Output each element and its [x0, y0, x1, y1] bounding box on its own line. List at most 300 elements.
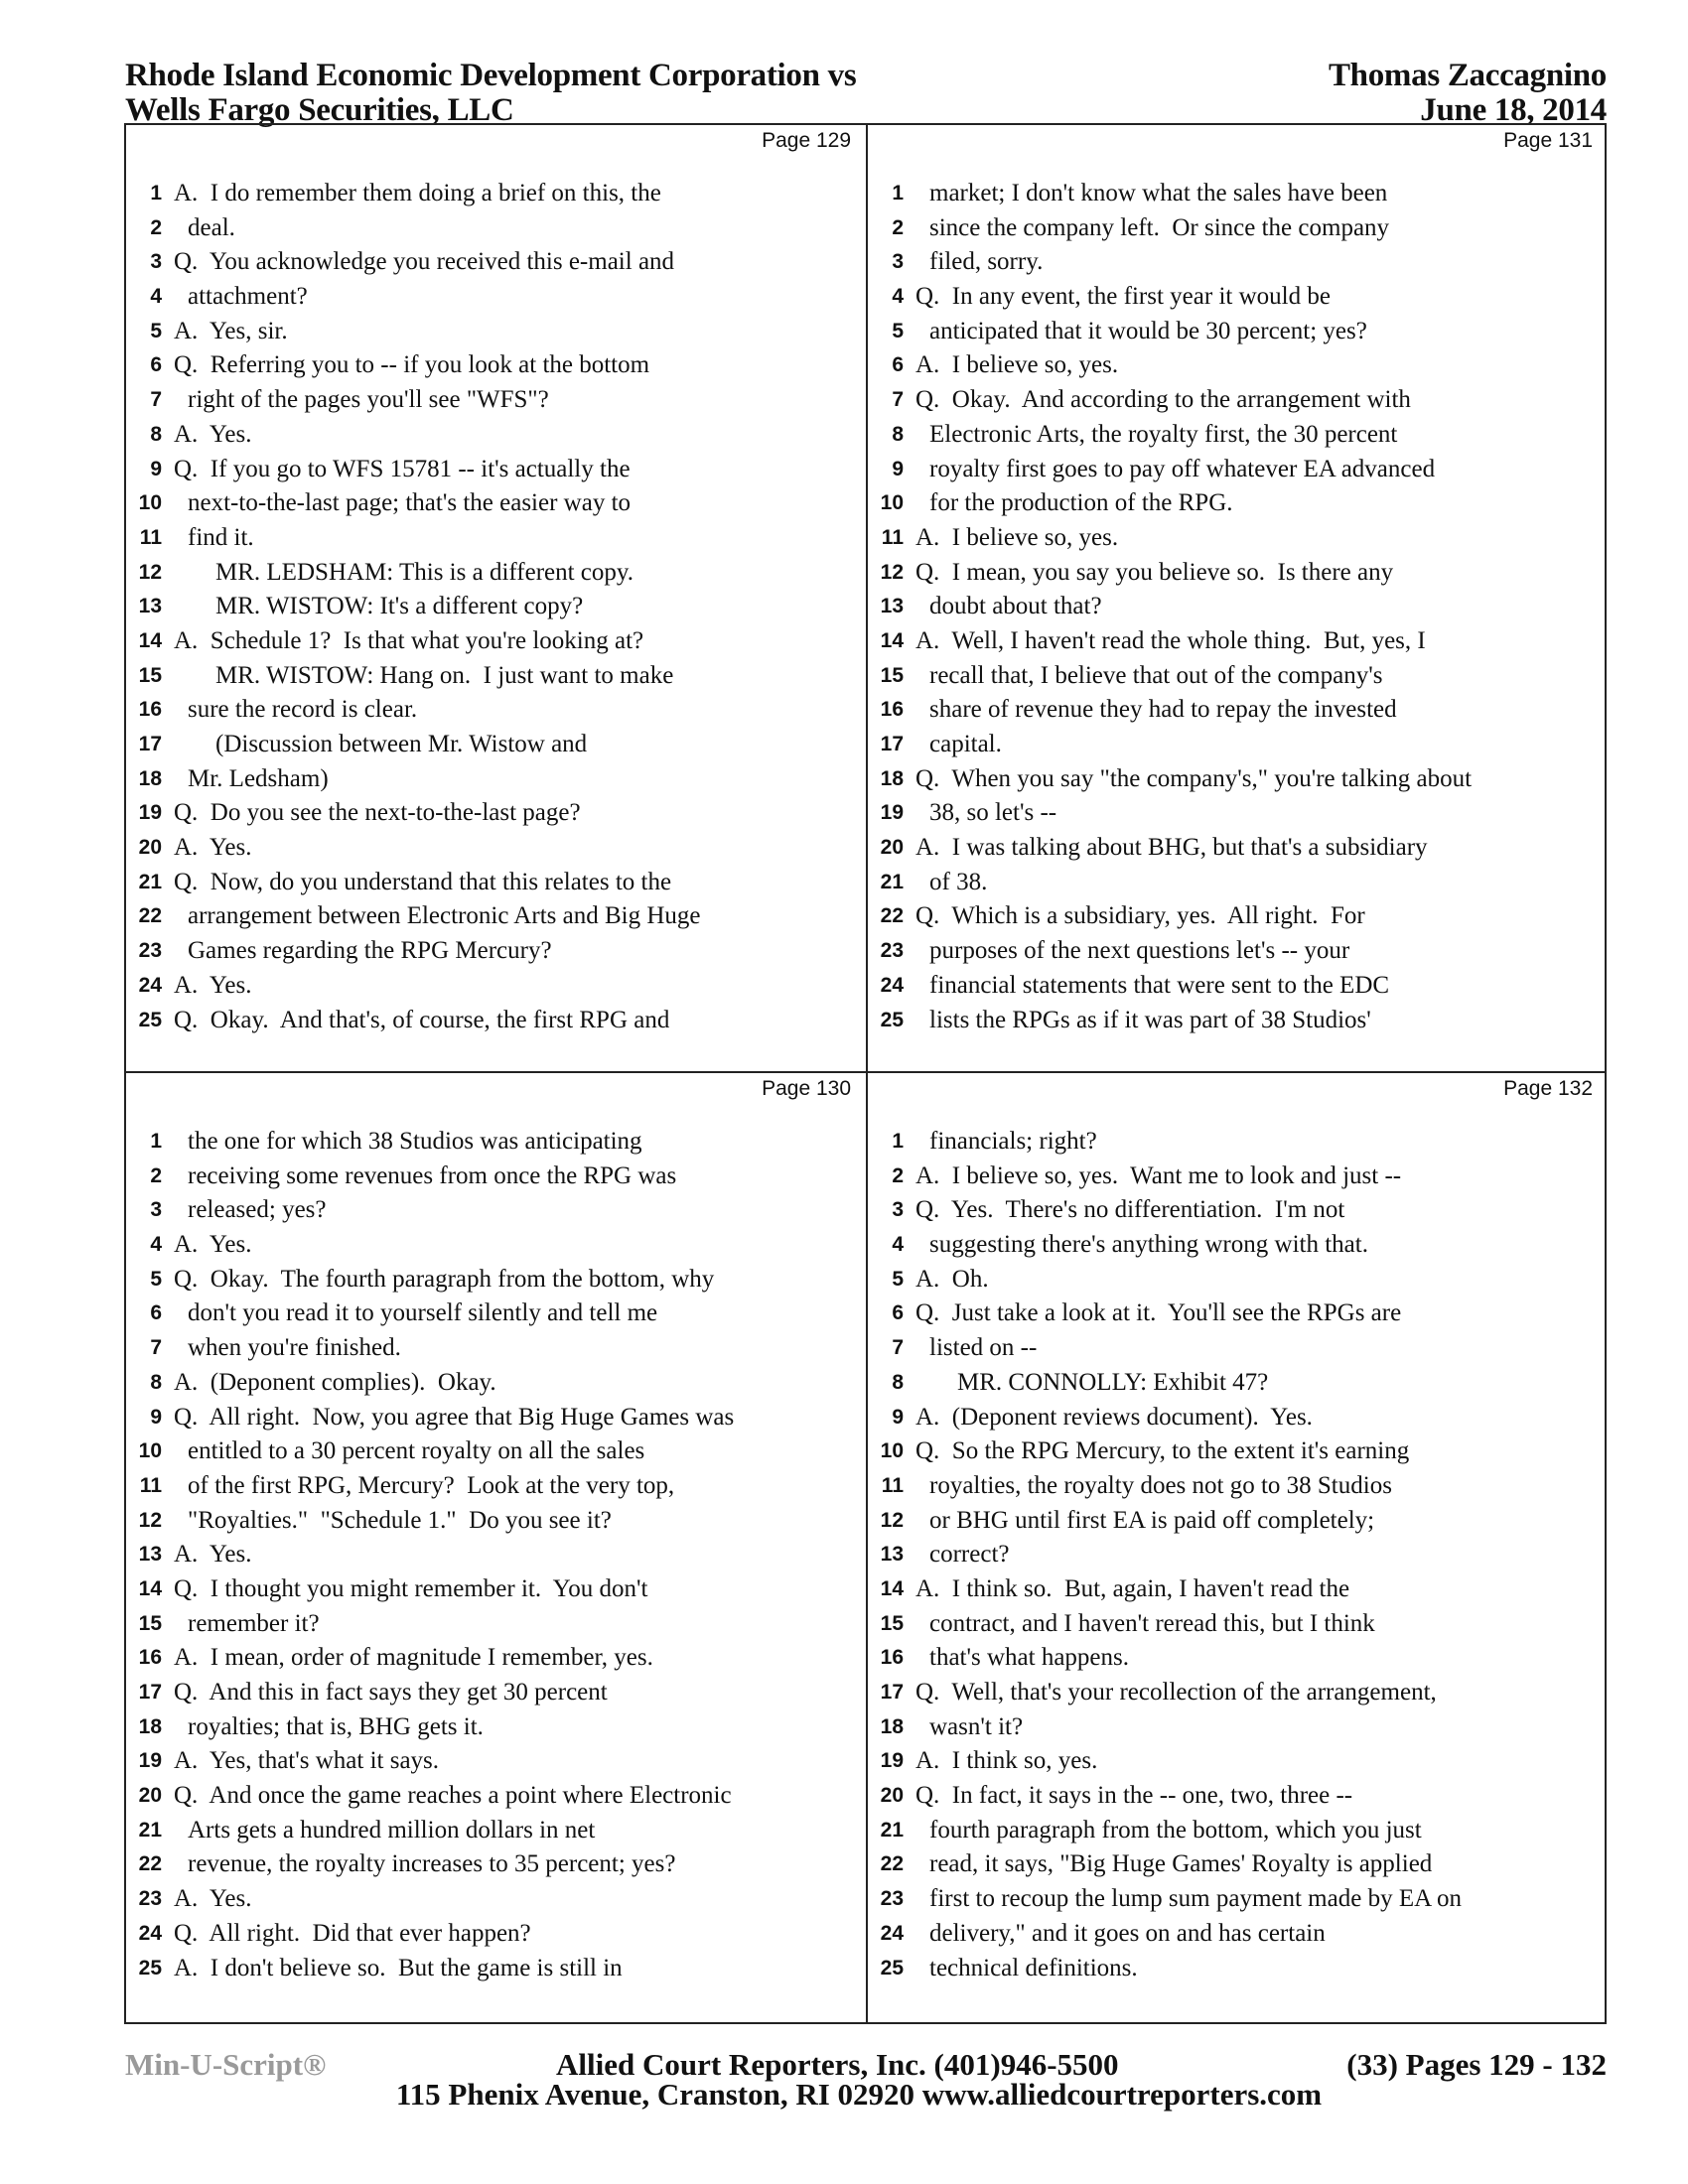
line-number: 12	[880, 1508, 904, 1532]
line-text: MR. WISTOW: It's a different copy?	[215, 593, 584, 620]
transcript-line	[126, 315, 865, 349]
line-text: Q. And once the game reaches a point where Electronic	[174, 1782, 732, 1810]
transcript-line	[868, 1538, 1607, 1572]
transcript-line	[126, 521, 865, 556]
line-number: 17	[880, 733, 904, 755]
transcript-line	[126, 1004, 865, 1038]
line-number: 5	[892, 319, 904, 342]
line-number: 23	[138, 1887, 162, 1911]
transcript-line	[868, 1882, 1607, 1917]
witness-name: Thomas Zaccagnino	[1328, 58, 1607, 93]
line-text: Q. All right. Did that ever happen?	[174, 1919, 531, 1947]
line-text: Q. Yes. There's no differentiation. I'm not	[915, 1196, 1345, 1224]
line-text: A. Well, I haven't read the whole thing. But, yes, I	[915, 626, 1426, 654]
transcript-line	[126, 418, 865, 453]
transcript-frame	[124, 123, 1607, 2024]
line-number: 18	[138, 1714, 162, 1738]
line-text: or BHG until first EA is paid off completely;	[929, 1506, 1375, 1534]
transcript-line	[868, 934, 1607, 969]
transcript-line	[868, 280, 1607, 315]
line-text: financials; right?	[929, 1128, 1097, 1155]
transcript-line	[126, 486, 865, 521]
line-number: 25	[138, 1956, 162, 1979]
transcript-line	[868, 1263, 1607, 1297]
line-text: doubt about that?	[929, 593, 1102, 620]
line-text: released; yes?	[188, 1196, 327, 1224]
transcript-line	[126, 1366, 865, 1401]
transcript-line	[126, 1263, 865, 1297]
line-number: 21	[880, 870, 904, 893]
line-number: 5	[892, 1267, 904, 1291]
transcript-line	[868, 1952, 1607, 1986]
line-number: 24	[138, 973, 162, 997]
line-text: Q. I thought you might remember it. You don't	[174, 1574, 648, 1602]
line-number: 8	[892, 422, 904, 446]
line-number: 24	[880, 1921, 904, 1945]
line-text: find it.	[188, 523, 254, 551]
transcript-line	[126, 1917, 865, 1952]
transcript-line	[868, 624, 1607, 659]
transcript-line	[126, 1125, 865, 1160]
transcript-page-130	[126, 1073, 865, 2019]
line-number: 17	[880, 1681, 904, 1704]
transcript-line	[126, 1847, 865, 1882]
line-text: filed, sorry.	[929, 248, 1044, 276]
transcript-line	[126, 211, 865, 246]
transcript-line	[126, 1228, 865, 1263]
line-number: 22	[138, 904, 162, 928]
line-number: 7	[150, 1336, 162, 1360]
line-number: 18	[138, 766, 162, 790]
line-text: since the company left. Or since the company	[929, 213, 1390, 241]
line-text: MR. LEDSHAM: This is a different copy.	[215, 558, 634, 586]
line-text: entitled to a 30 percent royalty on all the sales	[188, 1437, 645, 1465]
line-number: 5	[150, 1267, 162, 1291]
transcript-line	[868, 728, 1607, 762]
line-text: share of revenue they had to repay the invested	[929, 696, 1397, 724]
page-range: (33) Pages 129 - 132	[1346, 2047, 1607, 2082]
transcript-line	[126, 1297, 865, 1331]
line-number: 25	[880, 1956, 904, 1979]
line-text: A. Schedule 1? Is that what you're looking at?	[174, 626, 644, 654]
line-text: Q. All right. Now, you agree that Big Huge Games was	[174, 1403, 735, 1431]
line-number: 2	[150, 1163, 162, 1187]
line-number: 22	[880, 1852, 904, 1876]
transcript-line	[868, 315, 1607, 349]
transcript-line	[868, 1004, 1607, 1038]
line-text: Q. In any event, the first year it would be	[915, 283, 1331, 311]
line-number: 11	[139, 525, 162, 549]
transcript-line	[126, 762, 865, 797]
transcript-line	[868, 831, 1607, 866]
line-number: 13	[138, 1543, 162, 1567]
line-number: 5	[150, 319, 162, 342]
transcript-line	[868, 1572, 1607, 1607]
transcript-line	[126, 1814, 865, 1848]
line-text: A. Yes.	[174, 1541, 252, 1569]
transcript-lines	[868, 1125, 1607, 1985]
line-number: 2	[150, 215, 162, 239]
transcript-line	[868, 590, 1607, 624]
line-text: financial statements that were sent to the EDC	[929, 971, 1390, 999]
line-text: next-to-the-last page; that's the easier way to	[188, 489, 632, 517]
transcript-line	[868, 1641, 1607, 1676]
transcript-line	[126, 280, 865, 315]
line-text: (Discussion between Mr. Wistow and	[215, 731, 588, 757]
line-number: 20	[138, 1784, 162, 1808]
line-text: Q. Okay. And that's, of course, the first RPG and	[174, 1006, 670, 1033]
transcript-line	[868, 418, 1607, 453]
line-text: A. I think so. But, again, I haven't read the	[915, 1574, 1350, 1602]
line-text: receiving some revenues from once the RPG was	[188, 1161, 677, 1189]
transcript-line	[868, 1847, 1607, 1882]
line-text: royalties, the royalty does not go to 38 Studios	[929, 1471, 1392, 1499]
transcript-line	[868, 211, 1607, 246]
transcript-line	[126, 1882, 865, 1917]
transcript-page-131	[868, 125, 1607, 1071]
line-text: purposes of the next questions let's -- your	[929, 937, 1350, 965]
line-text: capital.	[929, 731, 1002, 757]
transcript-lines	[868, 177, 1607, 1037]
transcript-line	[868, 1469, 1607, 1504]
transcript-line	[126, 1193, 865, 1228]
transcript-page-132	[868, 1073, 1607, 2019]
line-text: Q. Just take a look at it. You'll see the RPGs are	[915, 1299, 1402, 1327]
line-number: 10	[880, 491, 904, 515]
transcript-line	[868, 486, 1607, 521]
line-number: 21	[880, 1818, 904, 1842]
line-number: 23	[880, 939, 904, 963]
line-text: of 38.	[929, 868, 988, 895]
reporter-address: 115 Phenix Avenue, Cranston, RI 02920 www.alliedcourtreporters.com	[395, 2077, 1323, 2112]
line-number: 8	[892, 1370, 904, 1394]
line-text: Q. Okay. The fourth paragraph from the bottom, why	[174, 1265, 715, 1293]
line-number: 22	[138, 1852, 162, 1876]
transcript-line	[868, 1331, 1607, 1366]
line-number: 4	[892, 285, 904, 309]
line-text: A. Yes.	[174, 1885, 252, 1913]
line-number: 9	[892, 1405, 904, 1429]
transcript-page-129	[126, 125, 865, 1071]
line-number: 16	[138, 698, 162, 722]
line-text: don't you read it to yourself silently and tell me	[188, 1299, 658, 1327]
transcript-line	[868, 899, 1607, 934]
line-number: 11	[881, 525, 904, 549]
page-number-label: Page 132	[1503, 1077, 1593, 1100]
line-text: fourth paragraph from the bottom, which you just	[929, 1816, 1422, 1843]
line-text: revenue, the royalty increases to 35 percent; yes?	[188, 1850, 676, 1878]
transcript-line	[126, 556, 865, 591]
line-text: A. I believe so, yes. Want me to look and just --	[915, 1161, 1402, 1189]
line-number: 6	[892, 353, 904, 377]
transcript-lines	[126, 177, 865, 1037]
transcript-line	[868, 693, 1607, 728]
line-text: A. Yes.	[174, 971, 252, 999]
line-number: 3	[150, 1198, 162, 1222]
line-text: Q. Do you see the next-to-the-last page?	[174, 799, 581, 827]
line-number: 20	[138, 836, 162, 860]
line-text: Mr. Ledsham)	[188, 764, 329, 792]
line-text: recall that, I believe that out of the company's	[929, 661, 1383, 689]
line-text: lists the RPGs as if it was part of 38 Studios'	[929, 1006, 1371, 1033]
line-number: 13	[880, 1543, 904, 1567]
transcript-line	[126, 1607, 865, 1642]
transcript-line	[868, 348, 1607, 383]
transcript-line	[126, 659, 865, 694]
line-number: 1	[150, 1130, 162, 1153]
transcript-line	[868, 1779, 1607, 1814]
line-number: 25	[138, 1008, 162, 1031]
transcript-line	[868, 1710, 1607, 1745]
transcript-line	[126, 383, 865, 418]
line-text: Arts gets a hundred million dollars in net	[188, 1816, 596, 1843]
transcript-line	[126, 1952, 865, 1986]
line-text: right of the pages you'll see "WFS"?	[188, 386, 549, 414]
line-text: MR. CONNOLLY: Exhibit 47?	[957, 1368, 1269, 1396]
line-number: 18	[880, 1714, 904, 1738]
line-number: 15	[880, 1611, 904, 1635]
line-number: 3	[892, 1198, 904, 1222]
line-number: 12	[138, 1508, 162, 1532]
transcript-line	[126, 590, 865, 624]
line-number: 2	[892, 1163, 904, 1187]
line-text: first to recoup the lump sum payment made by EA on	[929, 1885, 1463, 1913]
line-number: 1	[892, 182, 904, 205]
line-text: for the production of the RPG.	[929, 489, 1233, 517]
line-text: the one for which 38 Studios was anticipating	[188, 1128, 642, 1155]
line-number: 17	[138, 1681, 162, 1704]
line-text: Q. So the RPG Mercury, to the extent it's earning	[915, 1437, 1410, 1465]
transcript-line	[868, 1297, 1607, 1331]
line-text: deal.	[188, 213, 235, 241]
line-number: 9	[892, 457, 904, 480]
transcript-line	[126, 831, 865, 866]
line-text: royalties; that is, BHG gets it.	[188, 1712, 484, 1740]
line-number: 14	[880, 628, 904, 652]
transcript-line	[868, 1366, 1607, 1401]
line-text: market; I don't know what the sales have been	[929, 180, 1388, 206]
deposition-date: June 18, 2014	[1420, 92, 1607, 128]
line-text: of the first RPG, Mercury? Look at the very top,	[188, 1471, 675, 1499]
line-number: 24	[138, 1921, 162, 1945]
line-text: A. Yes, that's what it says.	[174, 1747, 440, 1775]
line-number: 6	[892, 1301, 904, 1325]
transcript-line	[868, 796, 1607, 831]
transcript-line	[126, 899, 865, 934]
transcript-line	[126, 1538, 865, 1572]
page-number-label: Page 131	[1503, 129, 1593, 152]
line-text: A. Yes, sir.	[174, 317, 288, 344]
transcript-line	[126, 1434, 865, 1469]
line-number: 16	[138, 1646, 162, 1670]
transcript-line	[868, 762, 1607, 797]
line-number: 16	[880, 1646, 904, 1670]
line-number: 11	[881, 1473, 904, 1497]
line-number: 14	[880, 1576, 904, 1600]
transcript-lines	[126, 1125, 865, 1985]
line-number: 19	[880, 1749, 904, 1773]
line-number: 3	[150, 250, 162, 274]
line-number: 14	[138, 628, 162, 652]
line-number: 15	[138, 1611, 162, 1635]
line-text: Q. Okay. And according to the arrangement with	[915, 386, 1411, 414]
line-number: 8	[150, 422, 162, 446]
line-text: wasn't it?	[929, 1712, 1024, 1740]
transcript-line	[126, 1469, 865, 1504]
line-text: A. I do remember them doing a brief on this, the	[174, 180, 661, 206]
line-text: sure the record is clear.	[188, 696, 418, 724]
transcript-line	[868, 1676, 1607, 1710]
transcript-line	[126, 1401, 865, 1435]
line-number: 19	[138, 801, 162, 825]
line-text: Q. Referring you to -- if you look at the bottom	[174, 351, 650, 379]
page-number-label: Page 130	[762, 1077, 851, 1100]
transcript-line	[126, 1504, 865, 1539]
line-number: 6	[150, 1301, 162, 1325]
transcript-line	[868, 521, 1607, 556]
line-text: technical definitions.	[929, 1954, 1138, 1981]
line-text: delivery," and it goes on and has certain	[929, 1919, 1326, 1947]
transcript-line	[126, 1160, 865, 1194]
transcript-line	[868, 969, 1607, 1004]
line-number: 4	[892, 1233, 904, 1257]
line-text: A. (Deponent reviews document). Yes.	[915, 1403, 1313, 1431]
line-number: 21	[138, 870, 162, 893]
transcript-line	[868, 1504, 1607, 1539]
line-number: 9	[150, 457, 162, 480]
transcript-line	[868, 453, 1607, 487]
line-text: MR. WISTOW: Hang on. I just want to make	[215, 661, 674, 689]
case-title-line1: Rhode Island Economic Development Corporation vs	[125, 58, 857, 93]
line-text: Q. Now, do you understand that this relates to the	[174, 868, 672, 895]
line-text: that's what happens.	[929, 1644, 1129, 1672]
transcript-line	[126, 245, 865, 280]
line-text: A. I believe so, yes.	[915, 523, 1119, 551]
line-number: 7	[892, 388, 904, 412]
line-text: 38, so let's --	[929, 799, 1057, 827]
transcript-line	[868, 1917, 1607, 1952]
line-number: 10	[138, 491, 162, 515]
line-number: 13	[138, 595, 162, 618]
line-text: A. Yes.	[174, 1231, 252, 1259]
line-text: suggesting there's anything wrong with that.	[929, 1231, 1368, 1259]
line-number: 10	[880, 1439, 904, 1463]
transcript-line	[126, 1710, 865, 1745]
transcript-line	[868, 1228, 1607, 1263]
line-text: royalty first goes to pay off whatever EA advanced	[929, 455, 1436, 482]
reporter-info: Allied Court Reporters, Inc. (401)946-5500	[556, 2047, 1119, 2082]
transcript-line	[126, 1779, 865, 1814]
transcript-line	[126, 1331, 865, 1366]
transcript-line	[868, 866, 1607, 900]
transcript-line	[868, 1160, 1607, 1194]
line-number: 23	[138, 939, 162, 963]
line-number: 1	[892, 1130, 904, 1153]
transcript-line	[126, 969, 865, 1004]
transcript-line	[126, 1676, 865, 1710]
transcript-line	[126, 177, 865, 211]
line-text: Q. When you say "the company's," you're talking about	[915, 764, 1473, 792]
line-number: 9	[150, 1405, 162, 1429]
transcript-line	[126, 728, 865, 762]
transcript-line	[126, 1572, 865, 1607]
line-text: Q. I mean, you say you believe so. Is there any	[915, 558, 1394, 586]
line-text: attachment?	[188, 283, 308, 311]
line-text: when you're finished.	[188, 1334, 401, 1362]
line-text: A. I mean, order of magnitude I remember, yes.	[174, 1644, 653, 1672]
line-number: 11	[139, 1473, 162, 1497]
line-text: Q. Which is a subsidiary, yes. All right. For	[915, 902, 1365, 930]
line-text: arrangement between Electronic Arts and Big Huge	[188, 902, 701, 930]
line-number: 20	[880, 1784, 904, 1808]
line-number: 2	[892, 215, 904, 239]
line-text: contract, and I haven't reread this, but I think	[929, 1609, 1375, 1637]
transcript-line	[868, 1401, 1607, 1435]
line-text: A. I don't believe so. But the game is still in	[174, 1954, 623, 1981]
line-text: correct?	[929, 1541, 1010, 1569]
line-text: remember it?	[188, 1609, 320, 1637]
line-number: 12	[880, 560, 904, 584]
transcript-line	[868, 1125, 1607, 1160]
case-title-line2: Wells Fargo Securities, LLC	[125, 92, 514, 128]
line-text: A. Oh.	[915, 1265, 989, 1293]
line-text: Q. Well, that's your recollection of the arrangement,	[915, 1679, 1437, 1706]
line-number: 8	[150, 1370, 162, 1394]
line-number: 15	[138, 663, 162, 687]
line-number: 4	[150, 1233, 162, 1257]
transcript-line	[126, 1744, 865, 1779]
transcript-line	[126, 1641, 865, 1676]
transcript-line	[868, 556, 1607, 591]
line-text: A. Yes.	[174, 420, 252, 448]
line-number: 14	[138, 1576, 162, 1600]
line-number: 12	[138, 560, 162, 584]
line-text: A. I was talking about BHG, but that's a subsidiary	[915, 834, 1428, 862]
line-text: Electronic Arts, the royalty first, the 30 percent	[929, 420, 1398, 448]
line-number: 15	[880, 663, 904, 687]
line-number: 3	[892, 250, 904, 274]
line-text: Q. And this in fact says they get 30 percent	[174, 1679, 608, 1706]
line-number: 25	[880, 1008, 904, 1031]
transcript-line	[126, 453, 865, 487]
line-text: Games regarding the RPG Mercury?	[188, 937, 552, 965]
line-number: 7	[892, 1336, 904, 1360]
page-number-label: Page 129	[762, 129, 851, 152]
line-number: 20	[880, 836, 904, 860]
line-text: anticipated that it would be 30 percent; yes?	[929, 317, 1367, 344]
line-text: Q. If you go to WFS 15781 -- it's actually the	[174, 455, 631, 482]
line-text: A. (Deponent complies). Okay.	[174, 1368, 496, 1396]
line-number: 6	[150, 353, 162, 377]
line-number: 13	[880, 595, 904, 618]
line-number: 19	[138, 1749, 162, 1773]
line-number: 21	[138, 1818, 162, 1842]
transcript-line	[126, 796, 865, 831]
line-text: Q. You acknowledge you received this e-mail and	[174, 248, 675, 276]
transcript-line	[868, 1744, 1607, 1779]
transcript-line	[868, 177, 1607, 211]
line-text: Q. In fact, it says in the -- one, two, three --	[915, 1782, 1353, 1810]
line-text: A. I think so, yes.	[915, 1747, 1098, 1775]
line-number: 19	[880, 801, 904, 825]
line-number: 7	[150, 388, 162, 412]
line-text: "Royalties." "Schedule 1." Do you see it?	[188, 1506, 612, 1534]
transcript-line	[868, 1814, 1607, 1848]
line-number: 17	[138, 733, 162, 755]
transcript-line	[868, 1434, 1607, 1469]
line-text: read, it says, "Big Huge Games' Royalty is applied	[929, 1850, 1433, 1878]
line-text: listed on --	[929, 1334, 1038, 1362]
